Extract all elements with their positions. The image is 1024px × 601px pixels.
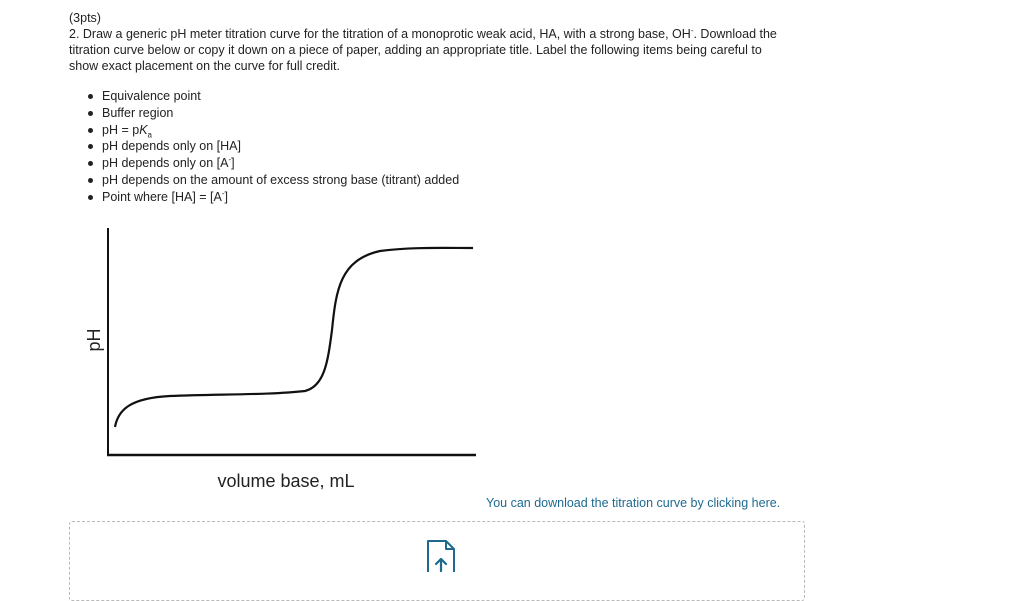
item-a-only-part1: pH depends only on [A <box>102 156 229 171</box>
item-excess-base: pH depends on the amount of excess strong base (titrant) added <box>102 172 460 187</box>
download-curve-link[interactable]: You can download the titration curve by clicking here. <box>486 496 781 510</box>
list-item <box>85 138 459 155</box>
list-item <box>85 155 459 172</box>
item-equal-charge: - <box>221 188 225 198</box>
list-item <box>85 172 459 189</box>
hydroxide-charge: - <box>690 25 694 35</box>
item-pka-prefix: pH = p <box>102 122 140 137</box>
file-upload-dropzone[interactable] <box>69 521 805 601</box>
list-item <box>85 88 459 105</box>
item-buffer-region: Buffer region <box>102 105 174 120</box>
item-equal-part2: ] <box>224 189 229 204</box>
x-axis-label: volume base, mL <box>217 471 355 491</box>
item-a-only-charge: - <box>228 155 232 165</box>
item-ha-only: pH depends only on [HA] <box>102 139 241 154</box>
item-pka-sub: a <box>147 130 152 140</box>
list-item <box>85 105 459 122</box>
y-axis-label: pH <box>84 328 104 352</box>
question-text <box>69 10 789 74</box>
item-equal-part1: Point where [HA] = [A <box>102 189 222 204</box>
titration-curve <box>115 248 473 427</box>
question-prompt <box>69 26 789 74</box>
item-pka-k: K <box>139 122 148 137</box>
item-a-only-part2: ] <box>231 156 235 171</box>
question-prompt-part1: 2. Draw a generic pH meter titration curve for the titration of a monoprotic weak acid, HA, with a strong base, OH <box>69 27 691 41</box>
list-item <box>85 189 459 206</box>
question-points: (3pts) <box>69 11 101 25</box>
file-upload-icon[interactable] <box>426 540 456 572</box>
question-prompt-part2: . Download the titration curve below or copy it down on a piece of paper, adding an appropriate title. Label the following items being careful to show exact placement on the curve for full credit. <box>69 27 777 73</box>
list-item <box>85 122 459 139</box>
item-equivalence-point: Equivalence point <box>102 89 201 103</box>
titration-curve-graph <box>70 220 490 500</box>
label-items-list <box>85 88 459 206</box>
